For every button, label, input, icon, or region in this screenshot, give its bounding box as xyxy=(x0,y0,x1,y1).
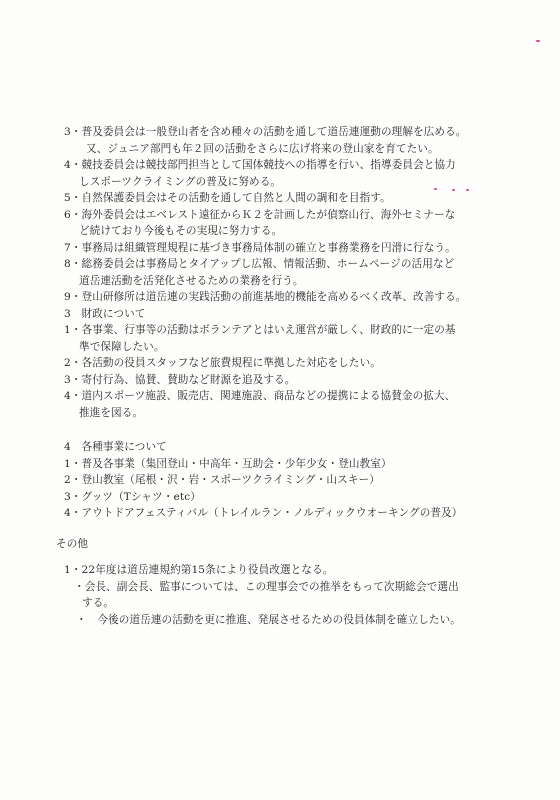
list-item: 2・各活動の役員スタッフなど旅費規程に準拠した対応をしたい。 xyxy=(64,357,381,369)
list-item-continuation: 道岳連活動を活発化させるための業務を行う。 xyxy=(79,274,304,287)
list-item: 5・自然保護委員会はその活動を通して自然と人間の調和を目指す。 xyxy=(64,192,391,204)
section-heading: 4 各種事業について xyxy=(64,441,167,453)
section-finance xyxy=(64,306,544,422)
stray-pink-mark xyxy=(536,40,540,42)
section-other xyxy=(56,536,544,629)
list-item: ・ 今後の道岳連の活動を更に推進、発展させるための役員体制を確立したい。 xyxy=(76,613,461,626)
list-item: 3・普及委員会は一般登山者を含め種々の活動を通して道岳連運動の理解を広める。 xyxy=(64,126,467,138)
list-item: 8・総務委員会は事務局とタイアップし広報、情報活動、ホームページの活用など xyxy=(64,258,455,270)
list-item: 9・登山研修所は道岳連の実践活動の前進基地的機能を高めるべく改革、改善する。 xyxy=(64,291,467,303)
section-projects xyxy=(64,439,544,522)
list-item: 6・海外委員会はエベレスト遠征からＫ２を計画したが偵察山行、海外セミナーな xyxy=(64,208,456,221)
section-heading: 3 財政について xyxy=(64,307,146,320)
list-item: 3・寄付行為、協賛、賛助など財源を追及する。 xyxy=(64,373,296,386)
list-item: 1・22年度は道岳連規約第15条により役員改選となる。 xyxy=(64,564,334,576)
list-item: 1・各事業、行事等の活動はボランテアとはいえ運営が厳しく、財政的に一定の基 xyxy=(64,324,456,336)
list-item-continuation: しスポーツクライミングの普及に努める。 xyxy=(79,175,282,188)
section-heading: その他 xyxy=(56,537,89,550)
list-item-continuation: ど続けており今後もその実現に努力する。 xyxy=(79,225,283,237)
list-item: 2・登山教室（尾根・沢・岩・スポーツクライミング・山スキー） xyxy=(64,474,380,486)
list-item-continuation: 準で保障したい。 xyxy=(79,340,165,353)
list-item: 1・普及各事業（集団登山・中高年・互助会・少年少女・登山教室） xyxy=(64,457,392,470)
list-item-continuation: 推進を図る。 xyxy=(79,406,144,419)
list-item: ・会長、副会長、監事については、この理事会での推挙をもって次期総会で選出 xyxy=(74,580,459,593)
list-item: 4・競技委員会は競技部門担当として国体競技への指導を行い、指導委員会と協力 xyxy=(64,159,456,171)
list-item-continuation: する。 xyxy=(82,597,115,609)
list-item: 4・道内スポーツ施設、販売店、関連施設、商品などの提携による協賛金の拡大、 xyxy=(64,390,456,402)
list-item: 4・アウトドアフェスティバル（トレイルラン・ノルディックウオーキングの普及） xyxy=(64,507,463,519)
section-committees xyxy=(64,124,544,306)
list-item: 3・グッツ（Tシャツ・etc） xyxy=(64,490,201,503)
list-item-continuation: 又、ジュニア部門も年２回の活動をさらに広げ将来の登山家を育てたい。 xyxy=(86,142,439,155)
document-body xyxy=(56,124,544,628)
list-item: 7・事務局は組織管理規程に基づき事務局体制の確立と事務業務を円滑に行なう。 xyxy=(64,241,456,254)
